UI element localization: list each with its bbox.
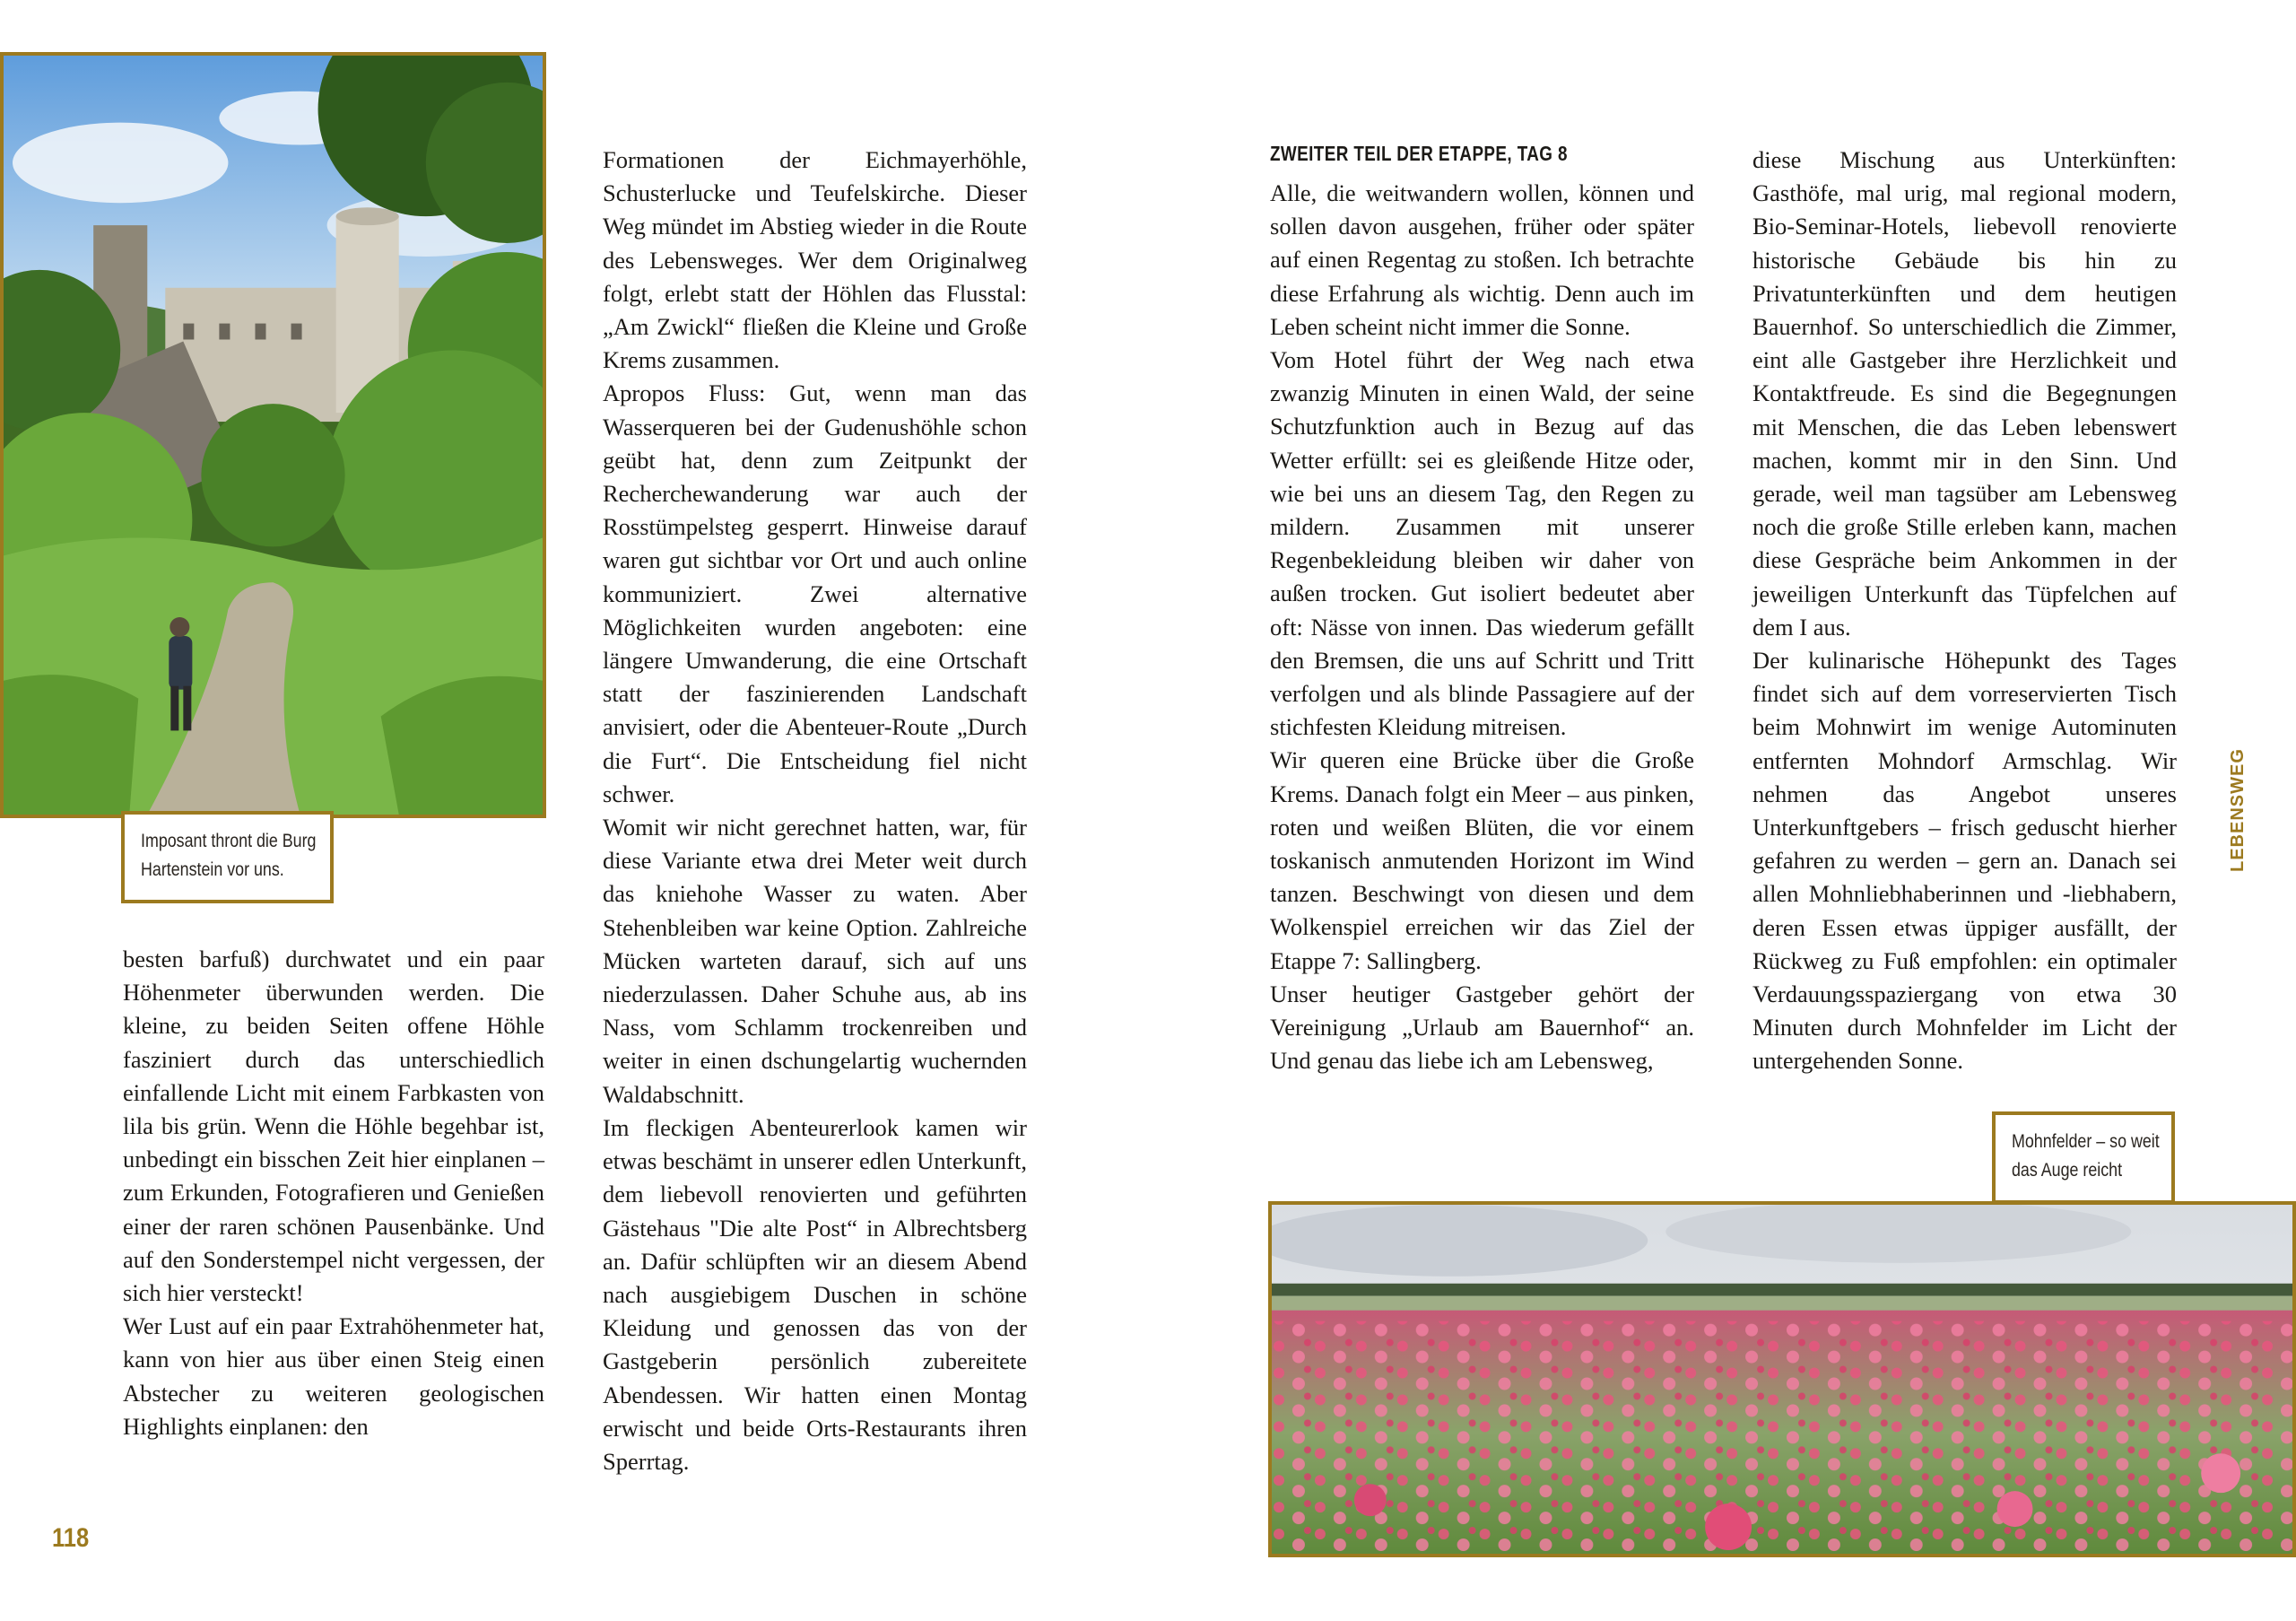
text-column-1 bbox=[123, 943, 544, 1443]
side-section-label: LEBENSWEG bbox=[2228, 748, 2248, 872]
castle-photo bbox=[0, 52, 546, 818]
text-column-3 bbox=[1270, 177, 1694, 1077]
paragraph: besten barfuß) durchwatet und ein paar Höhenmeter überwunden werden. Die kleine, zu beiden Seiten offene Höhle fasziniert durch das unterschiedlich einfallende Licht mit einem Farbkasten von lila bis grün. Wenn die Höhle begehbar ist, unbedingt ein bisschen Zeit hier einplanen – zum Erkunden, Fotografieren und Genießen einer der raren schönen Pausenbänke. Und auf den Sonderstempel nicht vergessen, der sich hier versteckt! bbox=[123, 946, 544, 1307]
paragraph: Unser heutiger Gastgeber gehört der Vereinigung „Urlaub am Bauernhof“ an. Und genau das liebe ich am Lebensweg, bbox=[1270, 980, 1694, 1075]
paragraph: Der kulinarische Höhepunkt des Tages findet sich auf dem vorreservierten Tisch beim Mohnwirt im wenige Autominuten entfernten Mohndorf Armschlag. Wir nehmen das Angebot unseres Unterkunftgebers – frisch geduscht hierher gefahren zu werden – gern an. Danach sei allen Mohnliebhaberinnen und -liebhabern, deren Essen etwas üppiger ausfällt, der Rückweg zu Fuß empfohlen: ein optimaler Verdauungsspaziergang von etwa 30 Minuten durch Mohnfelder im Licht der untergehenden Sonne. bbox=[1752, 647, 2177, 1075]
text-column-4 bbox=[1752, 144, 2177, 1078]
paragraph: Apropos Fluss: Gut, wenn man das Wasserqueren bei der Gudenushöhle schon geübt hat, denn zum Zeitpunkt der Recherchewanderung war auch der Rosstümpelsteg gesperrt. Hinweise darauf waren gut sichtbar vor Ort und auch online kommuniziert. Zwei alternative Möglichkeiten wurden angeboten: eine längere Umwanderung, die eine Ortschaft statt der faszinierenden Landschaft anvisiert, oder die Abenteuer-Route „Durch die Furt“. Die Entscheidung fiel nicht schwer. bbox=[603, 379, 1027, 807]
castle-caption bbox=[121, 811, 334, 903]
poppy-field-photo bbox=[1268, 1201, 2296, 1557]
paragraph: Womit wir nicht gerechnet hatten, war, für diese Variante etwa drei Meter weit durch das kniehohe Wasser zu waten. Aber Stehenbleiben war keine Option. Zahlreiche Mücken warteten darauf, sich auf uns niederzulassen. Daher Schuhe aus, ab ins Nass, vom Schlamm trockenreiben und weiter in einen dschungelartig wuchernden Waldabschnitt. bbox=[603, 814, 1027, 1108]
paragraph: Wir queren eine Brücke über die Große Krems. Danach folgt ein Meer – aus pinken, roten und weißen Blüten, die vor einem toskanisch anmutenden Horizont im Wind tanzen. Beschwingt von diesen und dem Wolkenspiel erreichen wir das Ziel der Etappe 7: Sallingberg. bbox=[1270, 746, 1694, 974]
castle-illustration bbox=[4, 56, 543, 815]
castle-caption-line1: Imposant thront die Burg bbox=[141, 831, 317, 851]
paragraph: Vom Hotel führt der Weg nach etwa zwanzig Minuten in einen Wald, der seine Schutzfunktion auch in Bezug auf das Wetter erfüllt: sei es gleißende Hitze oder, wie bei uns an diesem Tag, den Regen zu mildern. Zusammen mit unserer Regenbekleidung bleiben wir daher von außen trocken. Gut isoliert bedeutet aber oft: Nässe von innen. Das wiederum gefällt den Bremsen, die uns auf Schritt und Tritt verfolgen und als blinde Passagiere auf der stichfesten Kleidung mitreisen. bbox=[1270, 346, 1694, 741]
text-column-2 bbox=[603, 144, 1027, 1478]
poppy-caption-line1: Mohnfelder – so weit bbox=[2012, 1131, 2160, 1152]
page-number: 118 bbox=[52, 1523, 90, 1553]
paragraph: Alle, die weitwandern wollen, können und sollen davon ausgehen, früher oder später auf einen Regentag zu stoßen. Ich betrachte diese Erfahrung als wichtig. Denn auch im Leben scheint nicht immer die Sonne. bbox=[1270, 179, 1694, 340]
paragraph: Im fleckigen Abenteurerlook kamen wir etwas beschämt in unserer edlen Unterkunft, dem liebevoll renovierten und geführten Gästehaus "Die alte Post“ in Albrechtsberg an. Dafür schlüpften wir an diesem Abend nach ausgiebigem Duschen in schöne Kleidung und genossen das von der Gastgeberin persönlich zubereitete Abendessen. Wir hatten einen Montag erwischt und beide Orts-Restaurants ihren Sperrtag. bbox=[603, 1113, 1027, 1475]
poppy-caption-line2: das Auge reicht bbox=[2012, 1160, 2123, 1181]
poppy-field-illustration bbox=[1272, 1205, 2292, 1554]
paragraph: Formationen der Eichmayerhöhle, Schusterlucke und Teufelskirche. Dieser Weg mündet im Abstieg wieder in die Route des Lebensweges. Wer dem Originalweg folgt, erlebt statt der Höhlen das Flusstal: „Am Zwickl“ fließen die Kleine und Große Krems zusammen. bbox=[603, 146, 1027, 374]
paragraph: Wer Lust auf ein paar Extrahöhenmeter hat, kann von hier aus über einen Steig einen Abstecher zu weiteren geologischen Highlights einplanen: den bbox=[123, 1312, 544, 1440]
castle-caption-line2: Hartenstein vor uns. bbox=[141, 859, 284, 880]
section-heading: ZWEITER TEIL DER ETAPPE, TAG 8 bbox=[1270, 142, 1568, 165]
paragraph: diese Mischung aus Unterkünften: Gasthöfe, mal urig, mal regional modern, Bio-Seminar-Hotels, liebevoll renovierte historische Gebäude bis hin zu Privatunterkünften und dem heutigen Bauernhof. So unterschiedlich die Zimmer, eint alle Gastgeber ihre Herzlichkeit und Kontaktfreude. Es sind die Begegnungen mit Menschen, die das Leben lebenswert machen, kommt mir in den Sinn. Und gerade, weil man tagsüber am Lebensweg noch die große Stille erleben kann, machen diese Gespräche beim Ankommen in der jeweiligen Unterkunft das Tüpfelchen auf dem I aus. bbox=[1752, 146, 2177, 641]
poppy-caption bbox=[1992, 1111, 2175, 1204]
